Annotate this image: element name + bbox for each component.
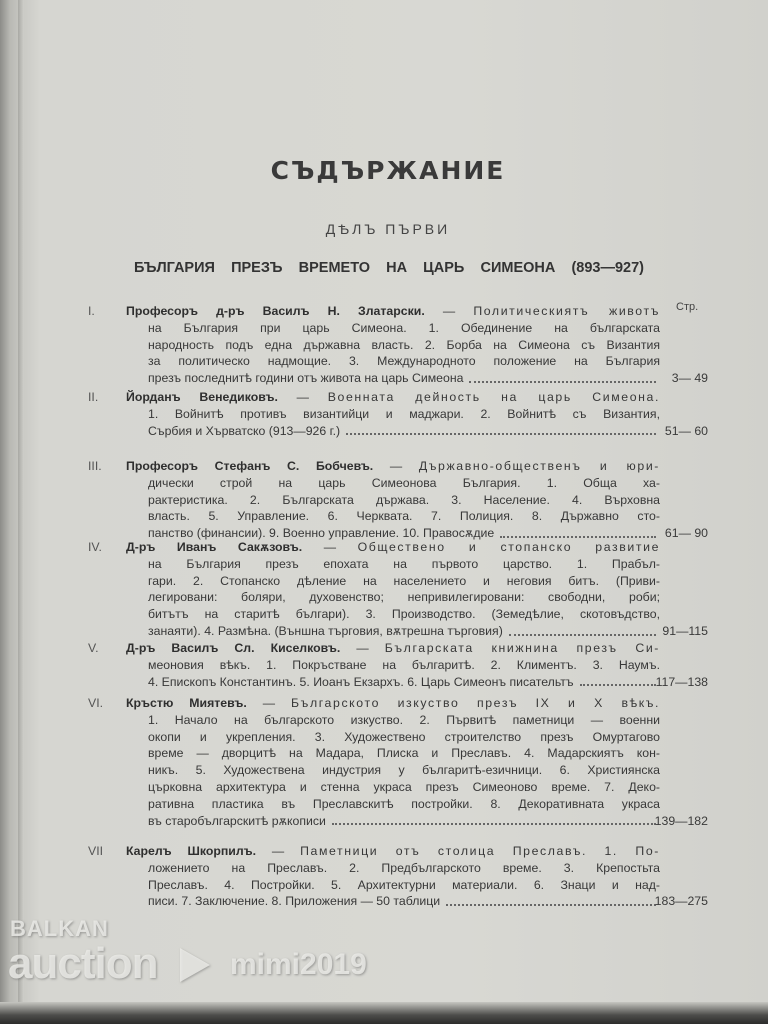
entry-line: [126, 779, 660, 796]
entry-title: Обществено и стопанско развитие: [357, 540, 661, 554]
entry-line: [126, 893, 660, 910]
entry-first-line: Д-ръ Василъ Сл. Киселковъ. — Българската книжнина презъ Си-: [126, 641, 660, 655]
entry-line: [126, 877, 660, 894]
entry-line-text: църковна архитектура и стенна украса презъ Симеоново време. 7. Деко-: [148, 779, 660, 794]
entry-line-text: битътъ на старитѣ българи). 3. Производство. (Земедѣлие, скотовъдство,: [148, 607, 660, 622]
entry-line-text: въ старобългарскитѣ рѫкописи: [148, 813, 326, 828]
entry-first-line: Професоръ д-ръ Василъ Н. Златарски. — Политическиятъ животъ: [126, 304, 660, 318]
pages-column-label: Стр.: [676, 301, 699, 313]
entry-line: [126, 657, 660, 674]
page-title: СЪДЪРЖАНИЕ: [270, 156, 506, 185]
entry-title: Държавно-общественъ и юри-: [418, 459, 660, 473]
entry-pages: 91—115: [662, 624, 708, 638]
entry-number: III.: [88, 459, 102, 473]
entry-first-line: Д-ръ Иванъ Сакѫзовъ. — Обществено и стопанско развитие: [126, 540, 661, 554]
entry-line-text: окопи и укрепления. 3. Художествено строителство презъ Омуртагово: [148, 729, 660, 744]
entry-number: I.: [88, 304, 95, 318]
watermark-balkan: BALKAN: [10, 916, 109, 941]
entry-text: [126, 458, 660, 542]
entry-line-text: гари. 2. Стопанско дѣление на населението и неговия битъ. (Приви-: [148, 573, 660, 588]
entry-line: [126, 492, 660, 509]
entry-author: Професоръ д-ръ Василъ Н. Златарски.: [126, 304, 425, 318]
dot-leader: [500, 525, 656, 538]
entry-line-text: ложението на Преславъ. 2. Предбългарското време. 3. Крепостьта: [148, 860, 660, 875]
entry-line: [126, 813, 660, 830]
dot-leader: [509, 623, 656, 636]
entry-first-line: Професоръ Стефанъ С. Бобчевъ. — Държавно-общественъ и юри-: [126, 459, 660, 473]
entry-text: [126, 303, 660, 387]
entry-title: Политическиятъ животъ: [473, 304, 660, 318]
dot-leader: [332, 813, 656, 826]
page-bottom-edge: [0, 1002, 768, 1024]
entry-line-text: писи. 7. Заключение. 8. Приложения — 50 таблици: [148, 894, 441, 909]
entry-line-text: за политическо надмощие. 3. Международното положение на България: [148, 354, 660, 369]
watermark-user: mimi2019: [230, 948, 367, 981]
entry-line: [126, 337, 660, 354]
entry-line-text: народность подъ една държавна власть. 2. Борба на Симеона съ Византия: [148, 337, 660, 352]
entry-line: [126, 729, 660, 746]
entry-title: Българската книжнина презъ Си-: [384, 641, 660, 655]
watermark-play-icon: [180, 948, 210, 982]
entry-line: [126, 406, 660, 423]
entry-pages: 139—182: [654, 813, 708, 828]
entry-line-text: на България при царь Симеона. 1. Обединение на българската: [148, 320, 660, 335]
entry-line: [126, 712, 660, 729]
entry-text: [126, 640, 660, 690]
entry-line: [126, 370, 660, 387]
entry-line-text: власть. 5. Управление. 6. Черквата. 7. Полиция. 8. Държавно сто-: [148, 509, 660, 524]
entry-number: VII: [88, 844, 104, 858]
entry-line: [126, 674, 660, 691]
entry-line: [126, 589, 660, 606]
entry-line: [126, 745, 660, 762]
entry-text: [126, 843, 660, 910]
entry-line: [126, 762, 660, 779]
entry-number: IV.: [88, 540, 102, 554]
entry-first-line: Карелъ Шкорпилъ. — Паметници отъ столица Преславъ. 1. По-: [126, 844, 660, 858]
entry-title: Българското изкуство презъ IX и X вѣкъ.: [291, 696, 660, 710]
entry-line: [126, 353, 660, 370]
entry-line: [126, 860, 660, 877]
dot-leader: [580, 674, 656, 687]
entry-author: Д-ръ Василъ Сл. Киселковъ.: [126, 641, 341, 655]
entry-line-text: занаяти). 4. Размѣна. (Външна търговия, вѫтрешна търговия): [148, 623, 503, 638]
entry-line-text: време — дворцитѣ на Мадара, Плиска и Преславъ. 4. Мадарскиятъ кон-: [148, 746, 660, 761]
entry-line: [126, 475, 660, 492]
entry-line-text: легировани: боляри, духовенство; непривилегировани: свободни, роби;: [148, 590, 660, 605]
entry-author: Професоръ Стефанъ С. Бобчевъ.: [126, 459, 374, 473]
entry-line: [126, 556, 660, 573]
entry-line-text: 1. Начало на българското изкуство. 2. Първитѣ паметници — военни: [148, 712, 660, 727]
entry-pages: 61— 90: [664, 526, 708, 541]
entry-text: [126, 389, 660, 439]
entry-line: [126, 606, 660, 623]
entry-line: [126, 320, 660, 337]
section-heading: БЪЛГАРИЯ ПРЕЗЪ ВРЕМЕТО НА ЦАРЬ СИМЕОНА (893—927): [134, 260, 644, 276]
entry-number: V.: [88, 641, 99, 655]
entry-line-text: Преславъ. 4. Постройки. 5. Архитектурни материали. 6. Знаци и над-: [148, 877, 660, 892]
entry-number: VI.: [88, 696, 104, 710]
entry-first-line: Йорданъ Венедиковъ. — Военната дейность на царь Симеона.: [126, 390, 660, 404]
entry-line-text: на България презъ епохата на първото царство. 1. Прабъл-: [148, 556, 660, 571]
entry-first-line: Кръстю Миятевъ. — Българското изкуство презъ IX и X вѣкъ.: [126, 696, 660, 710]
entry-line: [126, 623, 660, 640]
entry-line: [126, 573, 660, 590]
entry-pages: 117—138: [655, 674, 708, 689]
entry-author: Д-ръ Иванъ Сакѫзовъ.: [126, 540, 303, 554]
entry-author: Карелъ Шкорпилъ.: [126, 844, 257, 858]
entry-pages: 3— 49: [671, 371, 708, 386]
entry-line: [126, 423, 660, 440]
entry-line-text: никъ. 5. Художествена индустрия у българитѣ-езичници. 6. Християнска: [148, 763, 660, 778]
dot-leader: [469, 370, 656, 383]
entry-text: [126, 695, 660, 829]
dot-leader: [446, 893, 656, 906]
entry-line-text: меоновия вѣкъ. 1. Покръстване на българитѣ. 2. Климентъ. 3. Наумъ.: [148, 657, 660, 672]
entry-line-text: презъ последнитѣ години отъ живота на царь Симеона: [148, 371, 464, 386]
entry-pages: 183—275: [654, 894, 708, 909]
entry-title: Паметници отъ столица Преславъ. 1. По-: [300, 844, 660, 858]
entry-line-text: 1. Войнитѣ противъ византийци и маджари. 2. Войнитѣ съ Византия,: [148, 406, 660, 421]
entry-author: Кръстю Миятевъ.: [126, 696, 247, 710]
entry-line-text: рактеристика. 2. Българската държава. 3. Население. 4. Върховна: [148, 492, 660, 507]
entry-line: [126, 796, 660, 813]
entry-line-text: панство (финансии). 9. Военно управление. 10. Правосѫдие: [148, 526, 495, 541]
page-binding: [18, 0, 24, 1024]
entry-text: [126, 539, 660, 640]
watermark-auction: auction: [8, 939, 158, 988]
entry-line: [126, 508, 660, 525]
part-heading: ДѢЛЪ ПЪРВИ: [325, 221, 451, 237]
entry-title: Военната дейность на царь Симеона.: [327, 390, 660, 404]
entry-line-text: дически строй на царь Симеонова България. 1. Обща ха-: [148, 475, 660, 490]
dot-leader: [346, 423, 656, 436]
entry-pages: 51— 60: [664, 423, 708, 438]
entry-author: Йорданъ Венедиковъ.: [126, 390, 278, 404]
entry-number: II.: [88, 390, 99, 404]
entry-line-text: ративна пластика въ Преславскитѣ постройки. 8. Декоративната украса: [148, 796, 660, 811]
entry-line-text: 4. Епископъ Константинъ. 5. Иоанъ Екзархъ. 6. Царь Симеонъ писательтъ: [148, 674, 574, 689]
entry-line-text: Сърбия и Хърватско (913—926 г.): [148, 423, 341, 438]
